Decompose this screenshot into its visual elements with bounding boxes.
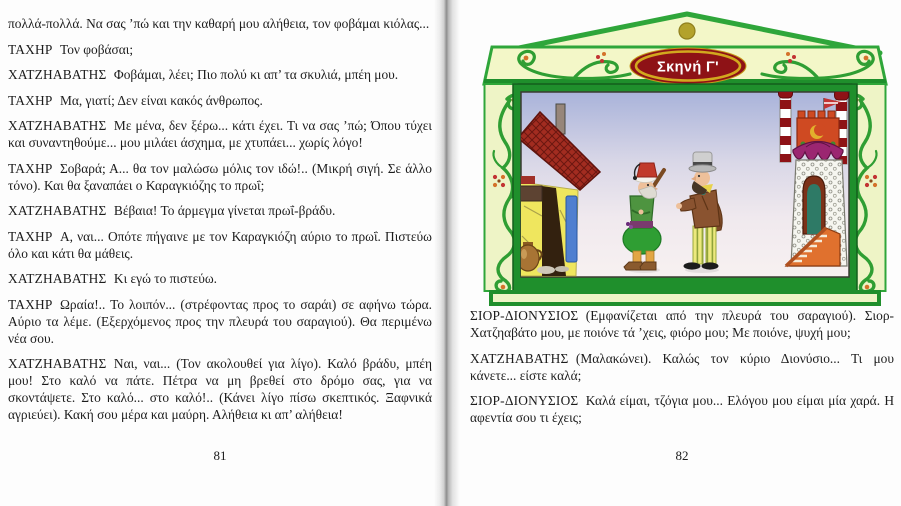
dialogue-text: Α, ναι... Οπότε πήγαινε με τον Καραγκιόζη αύριο το πρωΐ. Πιστεύω όλο και κάτι θα μάθεις.: [8, 228, 432, 261]
page-number-left: 81: [213, 448, 227, 463]
speaker-name: ΧΑΤΖΗΑΒΑΤΗΣ: [470, 350, 569, 366]
fez-hat: [637, 163, 657, 177]
speaker-name: ΧΑΤΖΗΑΒΑΤΗΣ: [8, 67, 107, 83]
speaker-name: ΤΑΧΗΡ: [8, 228, 53, 244]
speaker-name: ΤΑΧΗΡ: [8, 41, 53, 57]
dialogue-text: Φοβάμαι, λέει; Πιο πολύ κι απ’ τα σκυλιά, μπέη μου.: [113, 67, 399, 83]
dialogue-text: Βέβαια! Το άρμεγμα γίνεται πρωΐ-βράδυ.: [113, 203, 336, 219]
speaker-name: ΤΑΧΗΡ: [8, 92, 53, 108]
speaker-name: ΤΑΧΗΡ: [8, 160, 53, 176]
dialogue-text: Σοβαρά; Α... θα τον μαλώσω μόλις τον ιδώ!.. (Μικρή σιγή. Σε άλλο τόνο). Και θα ξαναπάει ο Καραγκιόζης το πρωΐ;: [8, 160, 432, 193]
speaker-name: ΤΑΧΗΡ: [8, 296, 53, 312]
speaker-name: ΧΑΤΖΗΑΒΑΤΗΣ: [8, 356, 107, 372]
dialogue-text: Καλά είμαι, τζόγια μου... Ελόγου μου είμαι μία χαρά. Η αφεντία σου τι έχεις;: [470, 393, 894, 426]
dialogue-paragraph: [470, 392, 894, 426]
dialogue-text: Ναι, ναι... (Τον ακολουθεί για λίγο). Καλό βράδυ, μπέη μου! Στο καλό να πάτε. Πέτρα να μη βρεθεί στο δρόμο σας, για να σκοντάψετε. Στο καλό... στο καλό!.. (Κάνει λίγο πίσω σκεπτικός. Ξαφνικά αγριεύει). Κακή σου μέρα και μαύρη. Αλήθεια κι απ’ αλήθεια!: [8, 356, 432, 423]
right-text-column: [470, 307, 894, 435]
speaker-name: ΣΙΟΡ-ΔΙΟΝΥΣΙΟΣ: [470, 393, 579, 409]
gold-disc-ornament: [679, 23, 695, 39]
top-hat: [689, 152, 716, 172]
speaker-name: ΣΙΟΡ-ΔΙΟΝΥΣΙΟΣ: [470, 308, 579, 323]
dialogue-text: (Εμφανίζεται από την πλευρά του σαραγιού). Σιορ-Χατζηαβάτο μου, με ποιόνε τά ’χεις, φιόρο μου; Με ποιόνε, ψυχή μου;: [470, 308, 894, 341]
scene-banner-label: Σκηνή Γ': [657, 59, 719, 76]
dialogue-text: Με μένα, δεν ξέρω... κάτι έχει. Τι να σας ’πώ; Όπου τύχει και συναντηθούμε... μου μιλάει άσχημα, με χτυπάει... χωρίς λόγο!: [8, 118, 432, 151]
speaker-name: ΧΑΤΖΗΑΒΑΤΗΣ: [8, 203, 107, 219]
dialogue-text: (Μαλακώνει). Καλώς τον κύριο Διονύσιο... Τι μου κάνετε... είστε καλά;: [470, 350, 894, 383]
stage-scene: [517, 88, 849, 277]
stage-base-bar: [491, 292, 879, 304]
dialogue-text: Κι εγώ το πιστεύω.: [113, 271, 218, 287]
dialogue-text: πολλά-πολλά. Να σας ’πώ και την καθαρή μου αλήθεια, τον φοβάμαι κιόλας...: [8, 16, 430, 31]
speaker-name: ΧΑΤΖΗΑΒΑΤΗΣ: [8, 271, 107, 287]
dialogue-text: Μα, γιατί; Δεν είναι κακός άνθρωπος.: [59, 92, 263, 108]
dialogue-text: Τον φοβάσαι;: [59, 41, 134, 57]
page-number-right: 82: [675, 448, 689, 463]
speaker-name: ΧΑΤΖΗΑΒΑΤΗΣ: [8, 118, 107, 134]
dialogue-paragraph: [470, 307, 894, 341]
dialogue-paragraph: [470, 350, 894, 384]
banner-badge: [630, 48, 746, 84]
dialogue-text: Ωραία!.. Το λοιπόν... (στρέφοντας προς το σαράι) σε αφήνω τώρα. Αύριο τα λέμε. (Εξερχόμενος προς την πλευρά του σαραγιού). Θα περιμένω νέα σου.: [8, 296, 432, 346]
frieze-band: [484, 47, 886, 85]
